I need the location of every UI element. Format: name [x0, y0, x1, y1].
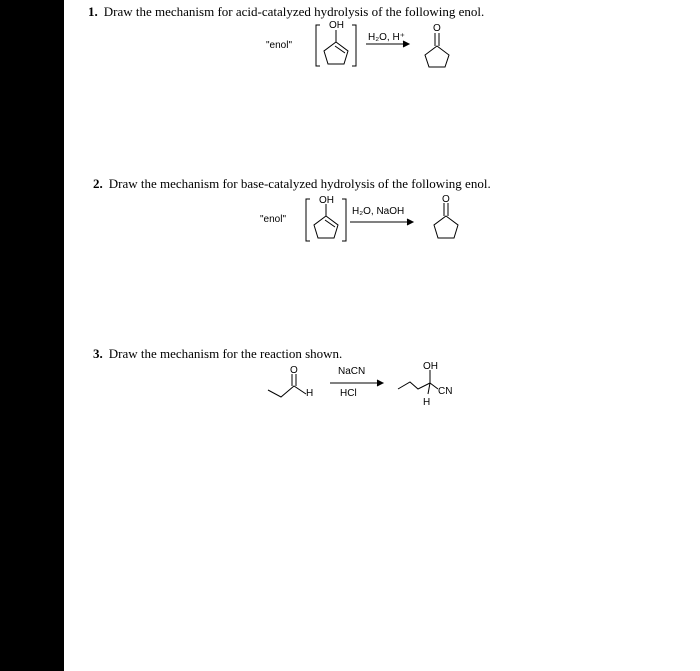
question-number: 3. [93, 346, 103, 361]
cn-label: CN [438, 386, 453, 397]
oh-label: OH [329, 20, 344, 31]
h-label: H [423, 397, 431, 408]
cyanohydrin-skeleton [398, 382, 430, 389]
enol-label: "enol" [260, 214, 287, 225]
reagent-label: H₂O, H⁺ [368, 32, 405, 43]
enol-label: "enol" [266, 40, 293, 51]
oh-label: OH [423, 361, 438, 372]
right-bracket [352, 25, 356, 66]
question-text: Draw the mechanism for the reaction shown. [108, 346, 343, 361]
question-number: 2. [93, 176, 103, 191]
carbonyl-bond [435, 33, 439, 46]
left-bracket [316, 25, 320, 66]
cyclopentanone-ring [434, 216, 458, 238]
question-text: Draw the mechanism for base-catalyzed hydrolysis of the following enol. [108, 176, 491, 191]
right-bracket [342, 199, 346, 241]
aldehyde-h-label: H [306, 388, 314, 399]
cyclopentanone-ring [425, 46, 449, 67]
arrowhead [377, 380, 383, 386]
carbonyl-o-label: O [442, 194, 450, 205]
reagent-label-2: HCl [340, 388, 357, 399]
carbonyl-o-label: O [433, 23, 441, 34]
question-text: Draw the mechanism for acid-catalyzed hydrolysis of the following enol. [103, 4, 485, 19]
h-bond [428, 383, 430, 394]
reagent-label: NaCN [338, 366, 366, 377]
aldehyde-skeleton [268, 386, 306, 397]
carbonyl-o-label: O [290, 365, 298, 376]
question-number: 1. [88, 4, 98, 19]
oh-label: OH [319, 195, 334, 206]
left-bracket [306, 199, 310, 241]
reagent-label: H₂O, NaOH [352, 206, 405, 217]
arrowhead [407, 219, 413, 225]
cn-bond [430, 383, 438, 389]
